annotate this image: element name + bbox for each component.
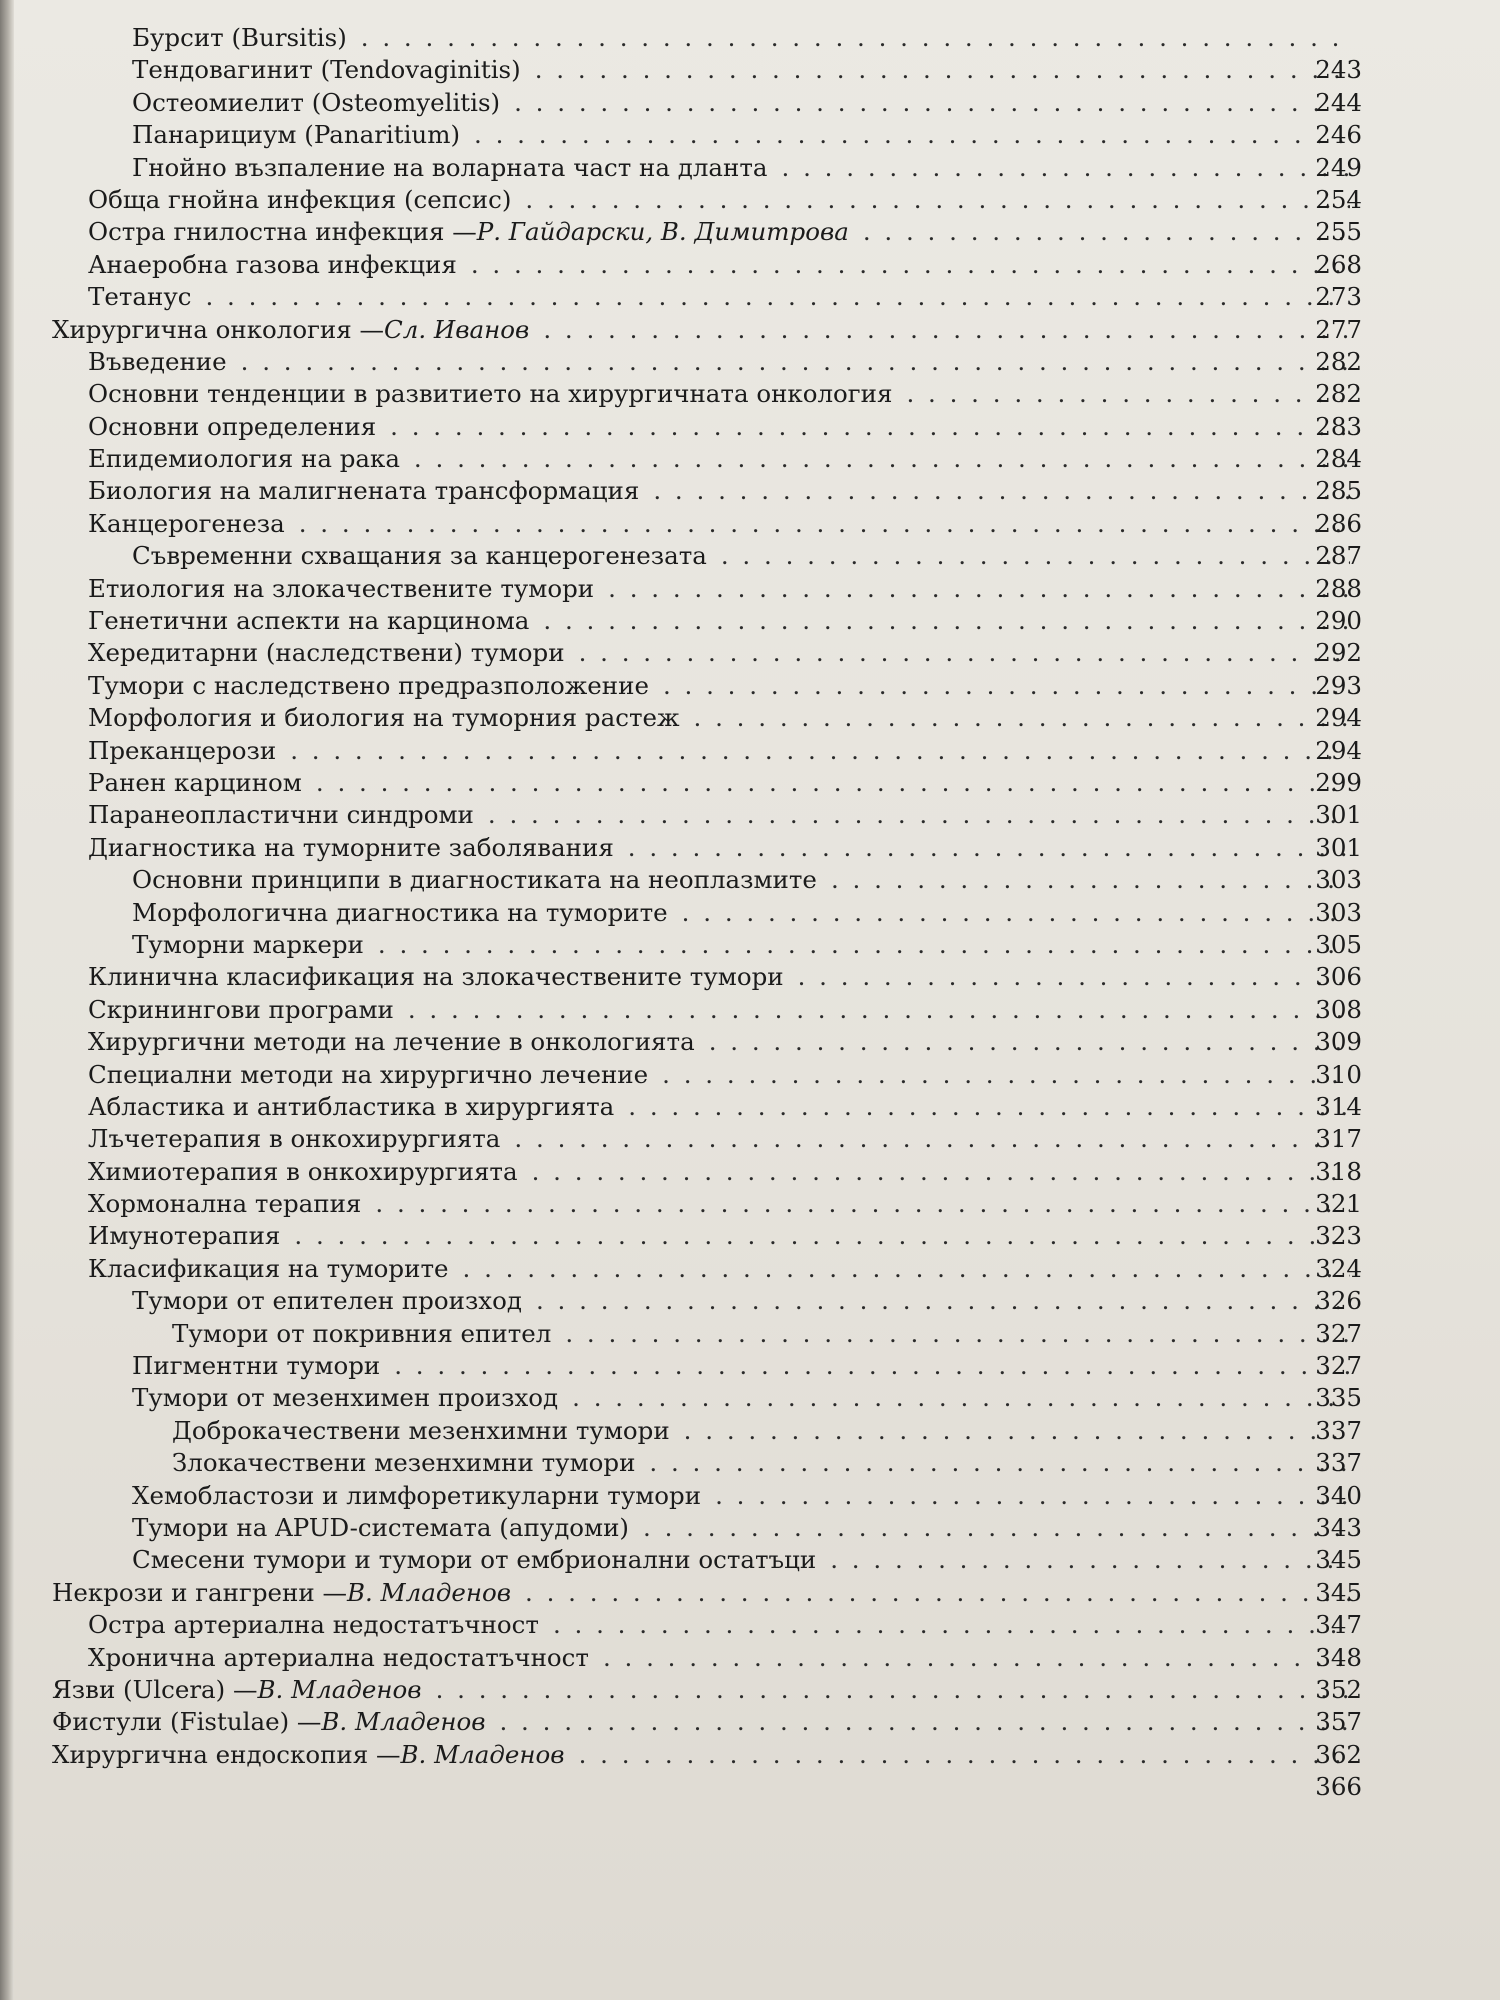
toc-page-number: 244 <box>1315 87 1362 117</box>
toc-title: Морфология и биология на туморния растеж <box>88 703 680 733</box>
toc-author: В. Младенов <box>346 1577 512 1607</box>
toc-page-number: 314 <box>1315 1091 1362 1121</box>
toc-entry <box>0 929 1500 961</box>
toc-title: Морфологична диагностика на туморите <box>132 897 668 927</box>
toc-title: Доброкачествени мезенхимни тумори <box>172 1415 670 1445</box>
toc-page-number: 283 <box>1315 411 1362 441</box>
toc-entry <box>0 411 1500 443</box>
toc-leader-dots <box>299 508 1350 540</box>
toc-title: Диагностика на туморните заболявания <box>88 832 614 862</box>
toc-title: Хормонална терапия <box>88 1189 362 1219</box>
toc-leader-dots <box>831 864 1350 896</box>
toc-leader-dots <box>514 87 1350 119</box>
toc-title: Биология на малигнената трансформация <box>88 476 640 506</box>
toc-title: Химиотерапия в онкохирургията <box>88 1156 518 1186</box>
toc-entry <box>0 216 1500 248</box>
toc-page-number: 327 <box>1315 1351 1362 1381</box>
toc-title: Канцерогенеза <box>88 508 285 538</box>
toc-leader-dots <box>316 767 1350 799</box>
toc-page-number: 343 <box>1315 1512 1362 1542</box>
toc-title: Тумори от мезенхимен произход <box>132 1383 559 1413</box>
toc-title: Гнойно възпаление на воларната част на дланта <box>132 152 768 182</box>
toc-entry <box>0 1285 1500 1317</box>
toc-entry <box>0 1220 1500 1252</box>
toc-author: Р. Гайдарски, В. Димитрова <box>476 217 849 247</box>
toc-author: В. Младенов <box>400 1739 565 1769</box>
toc-leader-dots <box>553 1609 1350 1641</box>
toc-title: Класификация на туморите <box>88 1253 449 1283</box>
toc-entry <box>0 1318 1500 1350</box>
toc-entry <box>0 1642 1500 1674</box>
toc-leader-dots <box>525 184 1350 216</box>
toc-entry <box>0 1771 1500 1803</box>
toc-page-number: 309 <box>1315 1027 1362 1057</box>
toc-title: Хронична артериална недостатъчност <box>88 1642 589 1672</box>
toc-page-number: 324 <box>1315 1253 1362 1283</box>
toc-leader-dots <box>525 1577 1350 1609</box>
toc-leader-dots <box>532 1156 1350 1188</box>
toc-entry <box>0 119 1500 151</box>
toc-page-number: 323 <box>1315 1221 1362 1251</box>
toc-entry <box>0 670 1500 702</box>
toc-title: Съвременни схващания за канцерогенезата <box>132 541 707 571</box>
toc-entry <box>0 994 1500 1026</box>
toc-leader-dots <box>608 573 1350 605</box>
toc-title: Преканцерози <box>88 735 277 765</box>
toc-entry <box>0 1739 1500 1771</box>
toc-leader-dots <box>798 961 1350 993</box>
toc-page-number: 337 <box>1315 1415 1362 1445</box>
toc-leader-dots <box>565 1318 1350 1350</box>
toc-leader-dots <box>684 1415 1350 1447</box>
toc-leader-dots <box>536 1285 1350 1317</box>
toc-title: Основни определения <box>88 411 377 441</box>
toc-author: Сл. Иванов <box>384 314 530 344</box>
toc-entry <box>0 1026 1500 1058</box>
toc-page-number: 268 <box>1315 249 1362 279</box>
toc-author: В. Младенов <box>257 1674 422 1704</box>
toc-entry <box>0 87 1500 119</box>
toc-title: Пигментни тумори <box>132 1351 381 1381</box>
toc-page-number: 345 <box>1315 1545 1362 1575</box>
toc-title: Имунотерапия <box>88 1221 281 1251</box>
toc-entry <box>0 605 1500 637</box>
toc-leader-dots <box>543 314 1350 346</box>
toc-title: Хемобластози и лимфоретикуларни тумори <box>132 1480 702 1510</box>
toc-page-number: 287 <box>1315 541 1362 571</box>
toc-leader-dots <box>682 897 1350 929</box>
toc-entry <box>0 897 1500 929</box>
toc-entry <box>0 475 1500 507</box>
toc-leader-dots <box>543 605 1350 637</box>
toc-entry <box>0 184 1500 216</box>
toc-leader-dots <box>863 216 1350 248</box>
toc-title: Туморни маркери <box>132 929 364 959</box>
toc-entry <box>0 1415 1500 1447</box>
toc-leader-dots <box>378 929 1350 961</box>
toc-title: Въведение <box>88 346 227 376</box>
toc-title: Основни принципи в диагностиката на неоплазмите <box>132 865 817 895</box>
toc-title: Фистули (Fistulae) — <box>52 1707 322 1737</box>
toc-title: Злокачествени мезенхимни тумори <box>172 1448 636 1478</box>
toc-entry <box>0 249 1500 281</box>
toc-page-number: 305 <box>1315 929 1362 959</box>
toc-entry <box>0 767 1500 799</box>
toc-page-number: 299 <box>1315 767 1362 797</box>
toc-page-number: 348 <box>1315 1642 1362 1672</box>
toc-title: Язви (Ulcera) — <box>52 1674 258 1704</box>
toc-entry <box>0 1480 1500 1512</box>
toc-title: Тумори на APUD-системата (апудоми) <box>132 1512 629 1542</box>
toc-entry <box>0 1674 1500 1706</box>
toc-entry <box>0 864 1500 896</box>
toc-leader-dots <box>499 1706 1350 1738</box>
toc-leader-dots <box>408 994 1350 1026</box>
toc-entry <box>0 1123 1500 1155</box>
toc-entry <box>0 22 1500 54</box>
toc-title: Специални методи на хирургично лечение <box>88 1059 649 1089</box>
toc-leader-dots <box>628 832 1350 864</box>
toc-page-number: 306 <box>1315 962 1362 992</box>
toc-page-number: 301 <box>1315 800 1362 830</box>
toc-leader-dots <box>294 1220 1350 1252</box>
toc-leader-dots <box>579 1739 1350 1771</box>
toc-entry <box>0 832 1500 864</box>
toc-page-number: 335 <box>1315 1383 1362 1413</box>
toc-page-number: 357 <box>1315 1707 1362 1737</box>
toc-page-number: 285 <box>1315 476 1362 506</box>
toc-entry <box>0 1350 1500 1382</box>
toc-title: Генетични аспекти на карцинома <box>88 606 530 636</box>
toc-title: Анаеробна газова инфекция <box>88 249 457 279</box>
toc-title: Етиология на злокачествените тумори <box>88 573 595 603</box>
toc-title: Тумори от покривния епител <box>172 1318 552 1348</box>
toc-page-number: 294 <box>1315 703 1362 733</box>
toc-page-number: 273 <box>1315 282 1362 312</box>
toc-entry <box>0 314 1500 346</box>
toc-title: Хирургична ендоскопия — <box>52 1739 401 1769</box>
toc-leader-dots <box>535 54 1350 86</box>
toc-title: Епидемиология на рака <box>88 444 400 474</box>
toc-title: Бурсит (Bursitis) <box>132 23 347 52</box>
toc-leader-dots <box>463 1253 1350 1285</box>
toc-entry <box>0 540 1500 572</box>
toc-page-number: 347 <box>1315 1610 1362 1640</box>
toc-entry <box>0 346 1500 378</box>
toc-leader-dots <box>721 540 1350 572</box>
toc-title: Смесени тумори и тумори от ембрионални остатъци <box>132 1545 817 1575</box>
toc-leader-dots <box>694 702 1350 734</box>
toc-page-number: 317 <box>1315 1124 1362 1154</box>
toc-page-number: 284 <box>1315 444 1362 474</box>
toc-leader-dots <box>375 1188 1350 1220</box>
toc-entry <box>0 1059 1500 1091</box>
toc-leader-dots <box>290 735 1350 767</box>
toc-leader-dots <box>394 1350 1350 1382</box>
toc-entry <box>0 378 1500 410</box>
toc-title: Тендовагинит (Tendovaginitis) <box>132 55 521 85</box>
toc-title: Основни тенденции в развитието на хирургичната онкология <box>88 379 893 409</box>
toc-title: Паранеопластични синдроми <box>88 800 474 830</box>
toc-page-number: 255 <box>1315 217 1362 247</box>
toc-entry <box>0 1253 1500 1285</box>
toc-entry <box>0 1382 1500 1414</box>
toc-title: Скринингови програми <box>88 994 394 1024</box>
toc-page-number: 345 <box>1315 1577 1362 1607</box>
toc-title: Хирургични методи на лечение в онкологията <box>88 1027 695 1057</box>
toc-entry <box>0 281 1500 313</box>
toc-page-number: 286 <box>1315 508 1362 538</box>
toc-leader-dots <box>649 1447 1350 1479</box>
toc-title: Обща гнойна инфекция (сепсис) <box>88 184 512 214</box>
toc-leader-dots <box>414 443 1350 475</box>
toc-page-number: 294 <box>1315 735 1362 765</box>
toc-entry <box>0 1512 1500 1544</box>
toc-page-number: 308 <box>1315 994 1362 1024</box>
toc-entry <box>0 1577 1500 1609</box>
toc-entry <box>0 735 1500 767</box>
toc-entry <box>0 1156 1500 1188</box>
toc-leader-dots <box>663 670 1350 702</box>
toc-page-number: 310 <box>1315 1059 1362 1089</box>
toc-entry <box>0 508 1500 540</box>
toc-page-number: 282 <box>1315 346 1362 376</box>
toc-title: Остеомиелит (Osteomyelitis) <box>132 87 501 117</box>
toc-entry <box>0 1091 1500 1123</box>
toc-leader-dots <box>709 1026 1350 1058</box>
toc-page-number: 293 <box>1315 670 1362 700</box>
toc-page-number: 366 <box>1315 1772 1362 1802</box>
toc-entry <box>0 1706 1500 1738</box>
toc-page-number: 243 <box>1315 55 1362 85</box>
toc-title: Лъчетерапия в онкохирургията <box>88 1124 501 1154</box>
toc-entry <box>0 961 1500 993</box>
toc-page-number: 362 <box>1315 1739 1362 1769</box>
toc-leader-dots <box>579 637 1350 669</box>
toc-leader-dots <box>572 1382 1350 1414</box>
toc-leader-dots <box>603 1642 1350 1674</box>
toc-page-number: 277 <box>1315 314 1362 344</box>
toc-title: Хередитарни (наследствени) тумори <box>88 638 565 668</box>
toc-page-number: 254 <box>1315 184 1362 214</box>
toc-page-number: 246 <box>1315 120 1362 150</box>
toc-leader-dots <box>715 1480 1350 1512</box>
toc-page-number: 326 <box>1315 1286 1362 1316</box>
toc-page-number: 321 <box>1315 1189 1362 1219</box>
toc-title: Ранен карцином <box>88 767 302 797</box>
toc-title: Хирургична онкология — <box>52 314 385 344</box>
toc-leader-dots <box>390 411 1350 443</box>
toc-title: Остра артериална недостатъчност <box>88 1610 539 1640</box>
toc-entry <box>0 637 1500 669</box>
toc-entry <box>0 54 1500 86</box>
toc-entry <box>0 1544 1500 1576</box>
toc-page-number: 290 <box>1315 606 1362 636</box>
toc-entry <box>0 443 1500 475</box>
toc-page-number: 318 <box>1315 1156 1362 1186</box>
toc-page-number: 340 <box>1315 1480 1362 1510</box>
toc-leader-dots <box>782 152 1350 184</box>
toc-leader-dots <box>471 249 1350 281</box>
toc-entry <box>0 573 1500 605</box>
toc-leader-dots <box>361 22 1350 54</box>
toc-page-number: 303 <box>1315 897 1362 927</box>
toc-leader-dots <box>830 1544 1350 1576</box>
toc-page-number: 282 <box>1315 379 1362 409</box>
toc-title: Тетанус <box>88 282 192 312</box>
toc-title: Клинична класификация на злокачествените тумори <box>88 962 784 992</box>
toc-leader-dots <box>653 475 1350 507</box>
toc-page-number: 337 <box>1315 1448 1362 1478</box>
toc-title: Абластика и антибластика в хирургията <box>88 1091 615 1121</box>
toc-page-number: 288 <box>1315 573 1362 603</box>
toc-leader-dots <box>488 799 1350 831</box>
toc-title: Тумори с наследствено предразположение <box>88 670 649 700</box>
toc-leader-dots <box>205 281 1350 313</box>
toc-leader-dots <box>436 1674 1350 1706</box>
toc-entry <box>0 799 1500 831</box>
toc-leader-dots <box>514 1123 1350 1155</box>
toc-leader-dots <box>643 1512 1350 1544</box>
toc-page-number: 301 <box>1315 832 1362 862</box>
toc-page-number: 249 <box>1315 152 1362 182</box>
toc-page-number: 292 <box>1315 638 1362 668</box>
toc-title: Некрози и гангрени — <box>52 1577 347 1607</box>
toc-entry <box>0 1188 1500 1220</box>
toc-entry <box>0 702 1500 734</box>
toc-entry <box>0 152 1500 184</box>
toc-entry <box>0 1609 1500 1641</box>
table-of-contents <box>0 22 1500 1803</box>
toc-title: Панарициум (Panaritium) <box>132 120 460 150</box>
toc-title: Тумори от епителен произход <box>132 1286 522 1316</box>
toc-author: В. Младенов <box>321 1707 486 1737</box>
toc-entry <box>0 1447 1500 1479</box>
toc-leader-dots <box>628 1091 1350 1123</box>
toc-page-number: 327 <box>1315 1318 1362 1348</box>
toc-leader-dots <box>241 346 1350 378</box>
toc-leader-dots <box>662 1059 1350 1091</box>
toc-leader-dots <box>474 119 1350 151</box>
toc-page-number: 352 <box>1315 1674 1362 1704</box>
toc-title: Остра гнилостна инфекция — <box>88 217 477 247</box>
toc-page-number: 303 <box>1315 865 1362 895</box>
